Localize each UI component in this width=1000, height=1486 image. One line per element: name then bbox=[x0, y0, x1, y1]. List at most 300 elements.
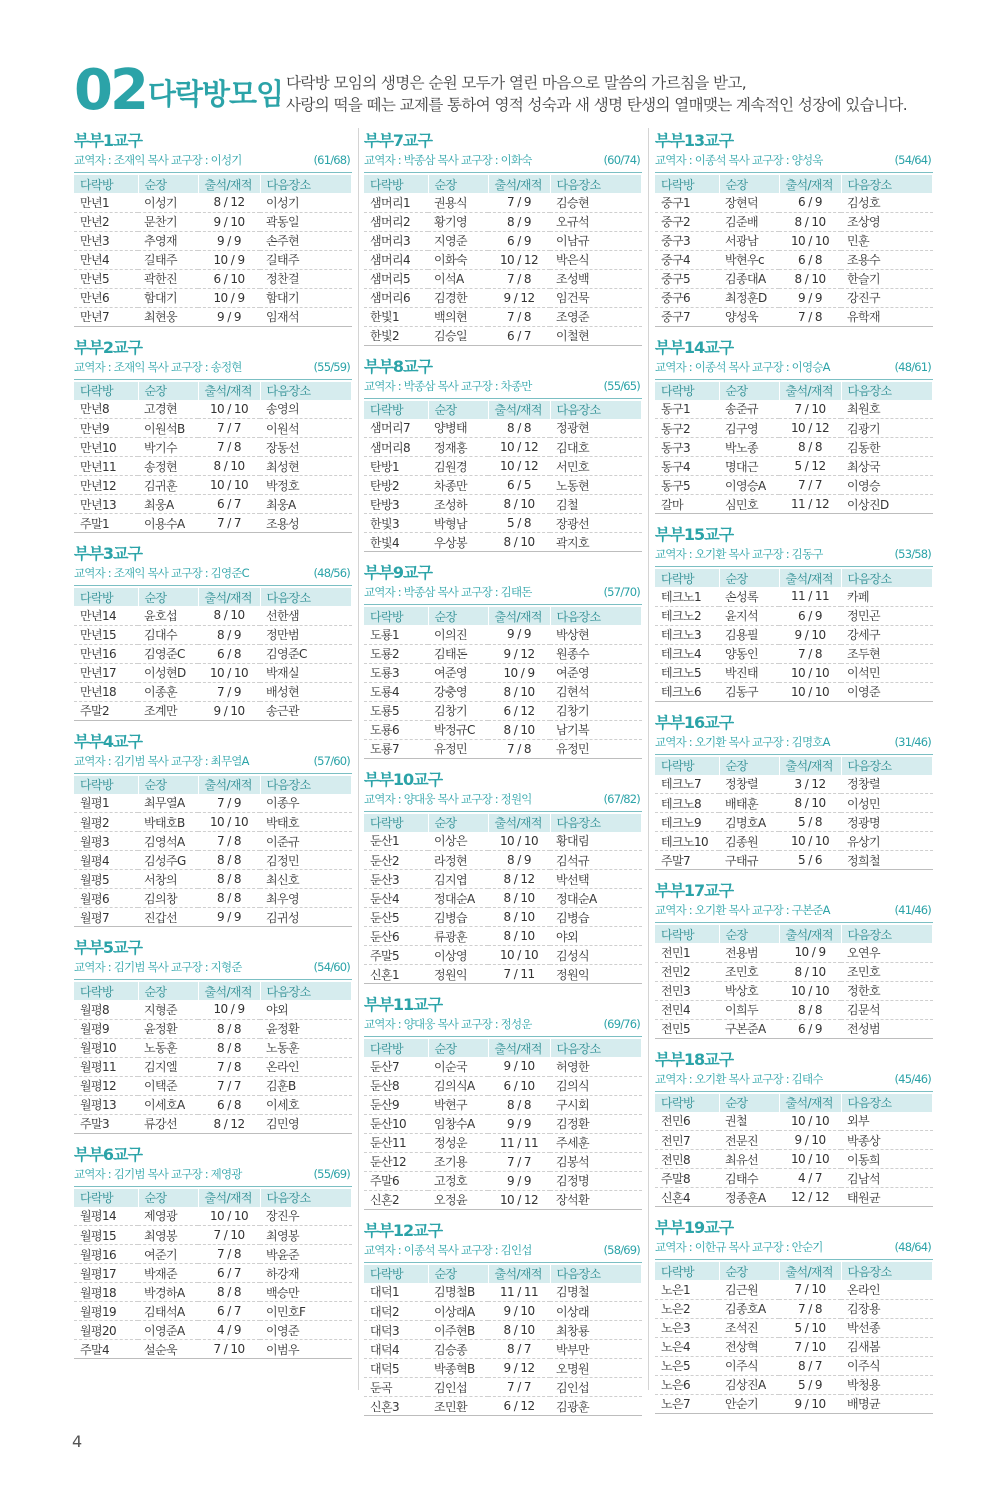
table-cell: 김병습 bbox=[550, 908, 642, 927]
table-row bbox=[655, 1356, 933, 1375]
table-cell: 최웅A bbox=[138, 495, 198, 514]
table-cell: 만년1 bbox=[74, 193, 138, 212]
column-divider bbox=[648, 128, 649, 1390]
table-header: 다락방 bbox=[655, 757, 719, 775]
table-cell: 둔산12 bbox=[364, 1152, 428, 1171]
table-row bbox=[364, 193, 642, 212]
table-header: 출석/재적 bbox=[779, 569, 841, 587]
table-cell: 이석A bbox=[428, 269, 488, 288]
district-leaders: 교역자 : 양대웅 목사 교구장 : 정성운 bbox=[364, 1017, 532, 1031]
table-cell: 탄방3 bbox=[364, 495, 428, 514]
table-cell: 최상국 bbox=[841, 457, 933, 476]
table-header: 다음장소 bbox=[841, 925, 933, 943]
table-cell: 10 / 10 bbox=[198, 663, 260, 682]
table-row bbox=[655, 457, 933, 476]
table-cell: 노은5 bbox=[655, 1356, 719, 1375]
table-cell: 박경하A bbox=[138, 1283, 198, 1302]
table-cell: 7 / 10 bbox=[779, 1280, 841, 1299]
table-cell: 7 / 7 bbox=[779, 476, 841, 495]
table-cell: 조영준 bbox=[550, 307, 642, 326]
table-cell: 노동훈 bbox=[138, 1038, 198, 1057]
table-cell: 김태석A bbox=[138, 1302, 198, 1321]
table-cell: 샘머리2 bbox=[364, 212, 428, 231]
district-info bbox=[74, 565, 352, 586]
table-cell: 월평5 bbox=[74, 870, 138, 889]
table-cell: 6 / 7 bbox=[198, 495, 260, 514]
district-info bbox=[364, 584, 642, 605]
table-row bbox=[655, 606, 933, 625]
table-cell: 제영광 bbox=[138, 1207, 198, 1226]
table-cell: 만년14 bbox=[74, 606, 138, 625]
table-cell: 둔산10 bbox=[364, 1114, 428, 1133]
table-header: 다락방 bbox=[364, 814, 428, 832]
table-cell: 만년13 bbox=[74, 495, 138, 514]
district-table bbox=[655, 382, 933, 515]
table-header: 다음장소 bbox=[550, 1039, 642, 1057]
table-cell: 문찬기 bbox=[138, 212, 198, 231]
table-cell: 임창수A bbox=[428, 1114, 488, 1133]
table-cell: 온라인 bbox=[260, 1057, 352, 1076]
table-row bbox=[655, 476, 933, 495]
district-group bbox=[655, 524, 933, 702]
table-header: 출석/재적 bbox=[198, 175, 260, 193]
table-cell: 8 / 9 bbox=[488, 851, 550, 870]
district-table bbox=[655, 1094, 933, 1208]
table-cell: 이주식 bbox=[841, 1356, 933, 1375]
district-attendance-count: (48/64) bbox=[894, 1240, 931, 1254]
table-cell: 5 / 10 bbox=[779, 1318, 841, 1337]
table-cell: 만년16 bbox=[74, 644, 138, 663]
table-row bbox=[655, 1280, 933, 1299]
table-row bbox=[74, 288, 352, 307]
table-cell: 9 / 9 bbox=[488, 1171, 550, 1190]
table-cell: 6 / 12 bbox=[488, 701, 550, 720]
table-cell: 차종만 bbox=[428, 476, 488, 495]
table-cell: 김성호 bbox=[841, 193, 933, 212]
table-row bbox=[364, 965, 642, 984]
table-cell: 6 / 10 bbox=[488, 1076, 550, 1095]
district-group bbox=[655, 712, 933, 871]
table-cell: 추영재 bbox=[138, 231, 198, 250]
table-cell: 만년2 bbox=[74, 212, 138, 231]
table-cell: 백승만 bbox=[260, 1283, 352, 1302]
table-cell: 7 / 8 bbox=[779, 644, 841, 663]
table-cell: 8 / 12 bbox=[488, 870, 550, 889]
table-cell: 노동현 bbox=[550, 476, 642, 495]
table-cell: 박태호 bbox=[260, 813, 352, 832]
table-cell: 정대순A bbox=[428, 889, 488, 908]
table-cell: 이성기 bbox=[138, 193, 198, 212]
table-cell: 함대기 bbox=[138, 288, 198, 307]
district-attendance-count: (48/56) bbox=[313, 566, 350, 580]
table-cell: 10 / 9 bbox=[488, 663, 550, 682]
table-cell: 안순기 bbox=[719, 1394, 779, 1413]
table-row bbox=[74, 1114, 352, 1133]
table-cell: 샘머리1 bbox=[364, 193, 428, 212]
district-group bbox=[655, 1217, 933, 1414]
table-cell: 7 / 8 bbox=[198, 438, 260, 457]
table-cell: 노은2 bbox=[655, 1299, 719, 1318]
table-cell: 7 / 9 bbox=[488, 193, 550, 212]
column-2 bbox=[364, 130, 642, 1426]
district-attendance-count: (45/46) bbox=[894, 1071, 931, 1086]
table-cell: 10 / 12 bbox=[779, 419, 841, 438]
table-row bbox=[655, 1019, 933, 1038]
table-cell: 전민7 bbox=[655, 1131, 719, 1150]
district-info bbox=[655, 734, 933, 755]
table-cell: 주말1 bbox=[74, 514, 138, 533]
district-group bbox=[364, 1220, 642, 1417]
table-cell: 만년5 bbox=[74, 269, 138, 288]
district-group bbox=[74, 543, 352, 721]
table-row bbox=[364, 419, 642, 438]
table-cell: 7 / 8 bbox=[779, 307, 841, 326]
table-cell: 노은4 bbox=[655, 1337, 719, 1356]
table-cell: 이영준 bbox=[260, 1321, 352, 1340]
district-group bbox=[74, 731, 352, 928]
district-table bbox=[74, 175, 352, 327]
table-header: 순장 bbox=[719, 757, 779, 775]
table-cell: 김승현 bbox=[550, 193, 642, 212]
table-row bbox=[364, 1359, 642, 1378]
district-title: 부부3교구 bbox=[74, 544, 142, 563]
table-cell: 배성현 bbox=[260, 682, 352, 701]
table-header: 다락방 bbox=[655, 569, 719, 587]
table-cell: 10 / 10 bbox=[198, 1207, 260, 1226]
table-cell: 김인섭 bbox=[550, 1378, 642, 1397]
table-header: 다락방 bbox=[655, 382, 719, 400]
table-cell: 김근원 bbox=[719, 1280, 779, 1299]
table-cell: 10 / 12 bbox=[488, 1190, 550, 1209]
table-cell: 대덕5 bbox=[364, 1359, 428, 1378]
table-cell: 황대림 bbox=[550, 832, 642, 851]
district-title: 부부9교구 bbox=[364, 563, 432, 582]
table-cell: 6 / 8 bbox=[198, 644, 260, 663]
table-cell: 박현구 bbox=[428, 1095, 488, 1114]
table-cell: 11 / 12 bbox=[779, 495, 841, 514]
table-row bbox=[74, 419, 352, 438]
table-cell: 류광훈 bbox=[428, 927, 488, 946]
table-row bbox=[364, 1057, 642, 1076]
table-cell: 도룡6 bbox=[364, 720, 428, 739]
table-cell: 월평16 bbox=[74, 1245, 138, 1264]
table-row bbox=[655, 587, 933, 606]
table-cell: 8 / 10 bbox=[779, 269, 841, 288]
table-cell: 정광명 bbox=[841, 813, 933, 832]
table-cell: 7 / 8 bbox=[198, 832, 260, 851]
table-cell: 도룡2 bbox=[364, 644, 428, 663]
table-row bbox=[364, 739, 642, 758]
table-cell: 장진우 bbox=[260, 1207, 352, 1226]
table-header: 다락방 bbox=[655, 925, 719, 943]
table-cell: 김현석 bbox=[550, 682, 642, 701]
table-cell: 권용식 bbox=[428, 193, 488, 212]
table-row bbox=[74, 514, 352, 533]
table-row bbox=[364, 663, 642, 682]
table-cell: 주말6 bbox=[364, 1171, 428, 1190]
table-header: 출석/재적 bbox=[779, 757, 841, 775]
table-cell: 이성기 bbox=[260, 193, 352, 212]
table-cell: 최영봉 bbox=[138, 1226, 198, 1245]
district-info bbox=[655, 152, 933, 173]
table-header: 출석/재적 bbox=[488, 175, 550, 193]
table-cell: 8 / 10 bbox=[779, 962, 841, 981]
table-cell: 여준영 bbox=[550, 663, 642, 682]
table-cell: 노은7 bbox=[655, 1394, 719, 1413]
table-header: 출석/재적 bbox=[488, 814, 550, 832]
table-cell: 임건묵 bbox=[550, 288, 642, 307]
table-row bbox=[655, 962, 933, 981]
table-row bbox=[655, 231, 933, 250]
column-1 bbox=[74, 130, 352, 1369]
table-row bbox=[655, 1131, 933, 1150]
table-cell: 7 / 8 bbox=[198, 1245, 260, 1264]
district-table bbox=[364, 175, 642, 346]
table-cell: 서창의 bbox=[138, 870, 198, 889]
table-row bbox=[655, 1000, 933, 1019]
district-table bbox=[74, 1189, 352, 1360]
district-info bbox=[655, 1239, 933, 1260]
table-header: 출석/재적 bbox=[198, 382, 260, 400]
table-cell: 조용수 bbox=[841, 250, 933, 269]
table-cell: 도룡3 bbox=[364, 663, 428, 682]
table-cell: 박선종 bbox=[841, 1318, 933, 1337]
table-row bbox=[74, 250, 352, 269]
district-attendance-count: (61/68) bbox=[313, 153, 350, 167]
table-cell: 이세호A bbox=[138, 1095, 198, 1114]
table-cell: 한빛3 bbox=[364, 514, 428, 533]
table-cell: 이영승 bbox=[841, 476, 933, 495]
table-row bbox=[74, 307, 352, 326]
district-title: 부부7교구 bbox=[364, 131, 432, 150]
district-attendance-count: (55/69) bbox=[313, 1166, 350, 1181]
table-cell: 월평19 bbox=[74, 1302, 138, 1321]
table-header: 다락방 bbox=[364, 401, 428, 419]
table-cell: 민훈 bbox=[841, 231, 933, 250]
table-cell: 7 / 10 bbox=[779, 1337, 841, 1356]
district-attendance-count: (54/64) bbox=[894, 153, 931, 167]
table-row bbox=[655, 663, 933, 682]
table-row bbox=[364, 1340, 642, 1359]
table-cell: 손성록 bbox=[719, 587, 779, 606]
table-cell: 진갑선 bbox=[138, 908, 198, 927]
district-table bbox=[655, 569, 933, 702]
table-cell: 하강재 bbox=[260, 1264, 352, 1283]
district-title: 부부17교구 bbox=[655, 881, 734, 900]
table-cell: 4 / 9 bbox=[198, 1321, 260, 1340]
table-cell: 8 / 12 bbox=[198, 193, 260, 212]
table-row bbox=[364, 476, 642, 495]
table-cell: 김정명 bbox=[550, 1171, 642, 1190]
district-group bbox=[655, 880, 933, 1039]
table-cell: 카페 bbox=[841, 587, 933, 606]
table-cell: 테크노3 bbox=[655, 625, 719, 644]
table-cell: 김귀훈 bbox=[138, 476, 198, 495]
table-cell: 최현웅 bbox=[138, 307, 198, 326]
table-cell: 양성욱 bbox=[719, 307, 779, 326]
table-cell: 야외 bbox=[260, 1000, 352, 1019]
table-row bbox=[655, 682, 933, 701]
table-cell: 김창기 bbox=[428, 701, 488, 720]
table-cell: 김명철 bbox=[550, 1283, 642, 1302]
table-cell: 7 / 7 bbox=[488, 1152, 550, 1171]
table-row bbox=[364, 1152, 642, 1171]
table-cell: 7 / 10 bbox=[198, 1226, 260, 1245]
table-row bbox=[74, 231, 352, 250]
table-cell: 장석환 bbox=[550, 1190, 642, 1209]
table-header: 다음장소 bbox=[550, 175, 642, 193]
table-header: 다락방 bbox=[655, 175, 719, 193]
table-cell: 주세훈 bbox=[550, 1133, 642, 1152]
table-cell: 9 / 10 bbox=[779, 625, 841, 644]
table-cell: 둔산3 bbox=[364, 870, 428, 889]
district-attendance-count: (31/46) bbox=[894, 734, 931, 749]
table-cell: 3 / 12 bbox=[779, 775, 841, 794]
table-cell: 테크노10 bbox=[655, 832, 719, 851]
table-cell: 김훈B bbox=[260, 1076, 352, 1095]
table-cell: 8 / 10 bbox=[488, 1321, 550, 1340]
district-info bbox=[364, 152, 642, 173]
table-cell: 박태호B bbox=[138, 813, 198, 832]
district-leaders: 교역자 : 이한규 목사 교구장 : 안순기 bbox=[655, 1240, 823, 1254]
table-cell: 정희철 bbox=[841, 851, 933, 870]
table-cell: 중구4 bbox=[655, 250, 719, 269]
table-cell: 김철 bbox=[550, 495, 642, 514]
table-cell: 9 / 12 bbox=[488, 1359, 550, 1378]
table-cell: 김명철B bbox=[428, 1283, 488, 1302]
district-title: 부부4교구 bbox=[74, 731, 142, 751]
table-row bbox=[364, 1095, 642, 1114]
table-cell: 길태주 bbox=[138, 250, 198, 269]
table-header: 순장 bbox=[428, 1265, 488, 1283]
table-row bbox=[655, 495, 933, 514]
table-row bbox=[655, 193, 933, 212]
table-cell: 7 / 10 bbox=[198, 1340, 260, 1359]
table-cell: 샘머리6 bbox=[364, 288, 428, 307]
table-row bbox=[655, 1299, 933, 1318]
district-title: 부부11교구 bbox=[364, 995, 443, 1014]
table-cell: 김영준C bbox=[138, 644, 198, 663]
table-cell: 7 / 7 bbox=[198, 514, 260, 533]
table-row bbox=[364, 212, 642, 231]
table-cell: 이동희 bbox=[841, 1150, 933, 1169]
table-cell: 정민곤 bbox=[841, 606, 933, 625]
district-table bbox=[74, 776, 352, 928]
table-cell: 김영석A bbox=[138, 832, 198, 851]
table-row bbox=[655, 813, 933, 832]
table-row bbox=[74, 663, 352, 682]
table-row bbox=[364, 1171, 642, 1190]
table-cell: 월평15 bbox=[74, 1226, 138, 1245]
table-cell: 신혼2 bbox=[364, 1190, 428, 1209]
section-title: 다락방모임 bbox=[148, 77, 284, 111]
district-leaders: 교역자 : 조재익 목사 교구장 : 김영준C bbox=[74, 566, 249, 580]
table-row bbox=[74, 851, 352, 870]
district-table bbox=[655, 925, 933, 1039]
table-cell: 8 / 8 bbox=[198, 1038, 260, 1057]
table-cell: 둔곡 bbox=[364, 1378, 428, 1397]
table-header: 다음장소 bbox=[260, 1189, 352, 1207]
table-cell: 배태훈 bbox=[719, 794, 779, 813]
table-cell: 장광선 bbox=[550, 514, 642, 533]
table-cell: 8 / 10 bbox=[198, 457, 260, 476]
table-row bbox=[74, 1340, 352, 1359]
table-cell: 김봉석 bbox=[550, 1152, 642, 1171]
table-cell: 8 / 7 bbox=[779, 1356, 841, 1375]
table-cell: 테크노8 bbox=[655, 794, 719, 813]
district-info bbox=[74, 152, 352, 173]
table-cell: 정대순A bbox=[550, 889, 642, 908]
table-cell: 김승종 bbox=[428, 1340, 488, 1359]
section-number: 02 bbox=[74, 58, 146, 123]
table-cell: 장동선 bbox=[260, 438, 352, 457]
district-info bbox=[74, 753, 352, 774]
district-info bbox=[74, 359, 352, 380]
district-info bbox=[364, 1242, 642, 1263]
table-cell: 이석민 bbox=[841, 663, 933, 682]
table-cell: 이철현 bbox=[550, 326, 642, 345]
table-cell: 8 / 7 bbox=[488, 1340, 550, 1359]
table-cell: 10 / 10 bbox=[779, 981, 841, 1000]
table-cell: 우상봉 bbox=[428, 533, 488, 552]
district-leaders: 교역자 : 오기환 목사 교구장 : 김태수 bbox=[655, 1071, 823, 1086]
table-row bbox=[74, 269, 352, 288]
table-cell: 오연우 bbox=[841, 943, 933, 962]
table-cell: 동구3 bbox=[655, 438, 719, 457]
table-cell: 김대수 bbox=[138, 625, 198, 644]
table-cell: 고정호 bbox=[428, 1171, 488, 1190]
table-cell: 노은6 bbox=[655, 1375, 719, 1394]
table-cell: 6 / 9 bbox=[779, 606, 841, 625]
table-cell: 7 / 9 bbox=[198, 682, 260, 701]
table-row bbox=[364, 644, 642, 663]
table-row bbox=[655, 794, 933, 813]
district-attendance-count: (67/82) bbox=[603, 791, 640, 806]
table-cell: 김구영 bbox=[719, 419, 779, 438]
table-header: 출석/재적 bbox=[198, 1189, 260, 1207]
district-table bbox=[655, 1262, 933, 1414]
table-cell: 7 / 8 bbox=[779, 1299, 841, 1318]
table-cell: 백의현 bbox=[428, 307, 488, 326]
table-row bbox=[364, 908, 642, 927]
table-header: 순장 bbox=[428, 175, 488, 193]
district-info bbox=[655, 902, 933, 923]
table-cell: 샘머리8 bbox=[364, 438, 428, 457]
table-cell: 김창기 bbox=[550, 701, 642, 720]
table-cell: 월평3 bbox=[74, 832, 138, 851]
district-leaders: 교역자 : 이종석 목사 교구장 : 김인섭 bbox=[364, 1242, 532, 1257]
table-cell: 이화숙 bbox=[428, 250, 488, 269]
district-table bbox=[74, 382, 352, 534]
district-attendance-count: (41/46) bbox=[894, 903, 931, 917]
table-cell: 김인섭 bbox=[428, 1378, 488, 1397]
table-cell: 원종수 bbox=[550, 644, 642, 663]
table-cell: 9 / 10 bbox=[779, 1131, 841, 1150]
table-cell: 이상영 bbox=[428, 946, 488, 965]
table-cell: 8 / 10 bbox=[488, 533, 550, 552]
table-header: 순장 bbox=[719, 1262, 779, 1280]
table-row bbox=[74, 644, 352, 663]
district-leaders: 교역자 : 오기환 목사 교구장 : 구본준A bbox=[655, 903, 830, 917]
table-cell: 7 / 8 bbox=[488, 739, 550, 758]
district-group bbox=[364, 769, 642, 985]
table-cell: 황기영 bbox=[428, 212, 488, 231]
district-info bbox=[655, 359, 933, 380]
table-cell: 전민1 bbox=[655, 943, 719, 962]
table-cell: 구본준A bbox=[719, 1019, 779, 1038]
table-header: 출석/재적 bbox=[779, 382, 841, 400]
table-cell: 동구5 bbox=[655, 476, 719, 495]
